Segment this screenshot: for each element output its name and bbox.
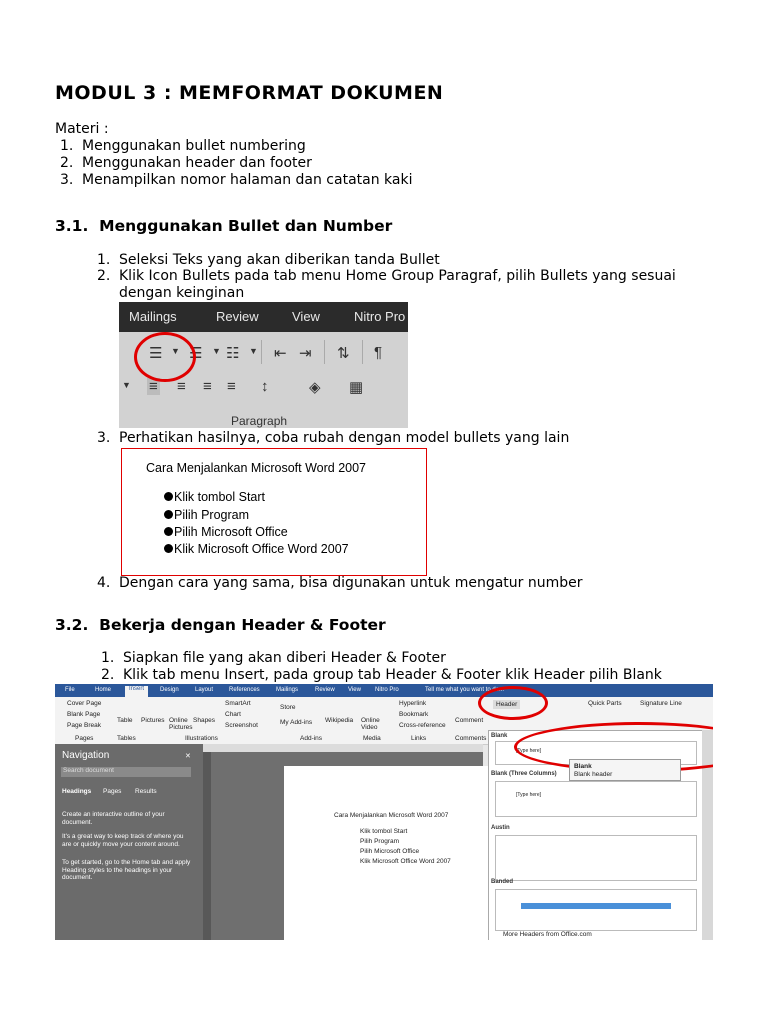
banded-bar — [521, 903, 671, 909]
header-button[interactable]: Header — [493, 700, 520, 709]
doc-item: Pilih Program — [360, 838, 400, 845]
materi-item-1: 1. Menggunakan bullet numbering — [60, 138, 306, 154]
step-2: 2. Klik Icon Bullets pada tab menu Home Group Paragraf, pilih Bullets yang sesuai — [97, 268, 676, 284]
header-blank-option[interactable]: [Type here] — [495, 741, 697, 765]
step-2-cont: dengan keinginan — [119, 285, 245, 301]
menu-nitro-pro[interactable]: Nitro Pro — [375, 687, 399, 693]
dropdown-arrow-icon[interactable]: ▼ — [122, 380, 131, 390]
pictures-button[interactable]: Pictures — [141, 717, 165, 724]
materi-item-3: 3. Menampilkan nomor halaman dan catatan kaki — [60, 172, 413, 188]
document-page[interactable] — [284, 766, 494, 940]
step-2-2: 2. Klik tab menu Insert, pada group tab Header & Footer klik Header pilih Blank — [101, 667, 662, 683]
menu-review[interactable]: Review — [315, 687, 335, 693]
cross-reference-button[interactable]: Cross-reference — [399, 722, 446, 729]
align-center-icon[interactable]: ≡ — [177, 378, 186, 395]
doc-item: Pilih Microsoft Office — [360, 848, 420, 855]
nav-search-input[interactable]: Search document — [61, 767, 191, 777]
menu-view[interactable]: View — [348, 687, 361, 693]
bomb-bullet-icon — [164, 544, 173, 553]
gallery-section-austin: Austin — [491, 825, 510, 831]
navigation-pane — [55, 744, 203, 940]
paragraph-ribbon-screenshot — [119, 302, 408, 428]
decrease-indent-icon[interactable]: ⇤ — [274, 345, 287, 362]
bullets-dropdown-icon[interactable]: ▼ — [171, 346, 180, 356]
borders-icon[interactable]: ▦ — [349, 379, 364, 396]
tell-me-box[interactable]: Tell me what you want to do... — [425, 687, 505, 693]
doc-item: Klik tombol Start — [360, 828, 408, 835]
menu-layout[interactable]: Layout — [195, 687, 214, 693]
example-title: Cara Menjalankan Microsoft Word 2007 — [146, 461, 367, 475]
page-break-button[interactable]: Page Break — [67, 722, 101, 729]
step-4: 4. Dengan cara yang sama, bisa digunakan untuk mengatur number — [97, 575, 583, 591]
menu-references[interactable]: References — [229, 687, 260, 693]
tab-view[interactable]: View — [292, 309, 320, 324]
signature-line-button[interactable]: Signature Line — [640, 700, 682, 707]
menu-design[interactable]: Design — [160, 687, 179, 693]
section-heading-3-1: 3.1. Menggunakan Bullet dan Number — [55, 217, 393, 235]
blank-tooltip: Blank Blank header — [569, 759, 681, 781]
numbering-dropdown-icon[interactable]: ▼ — [212, 346, 221, 356]
wikipedia-button[interactable]: Wikipedia — [325, 717, 354, 724]
group-label-illustrations: Illustrations — [185, 735, 218, 742]
example-item: Klik Microsoft Office Word 2007 — [174, 542, 349, 556]
header-three-columns-option[interactable]: [Type here] — [495, 781, 697, 817]
group-label-media: Media — [363, 735, 381, 742]
group-label-links: Links — [411, 735, 427, 742]
pilcrow-icon[interactable]: ¶ — [374, 344, 383, 361]
gallery-section-banded: Banded — [491, 879, 514, 885]
screenshot-button[interactable]: Screenshot — [225, 722, 258, 729]
nav-tab-headings[interactable]: Headings — [62, 788, 92, 795]
highlight-circle-header — [478, 686, 548, 720]
doc-title: Cara Menjalankan Microsoft Word 2007 — [334, 812, 449, 819]
align-left-icon[interactable]: ≡ — [149, 378, 158, 395]
line-spacing-icon[interactable]: ↕ — [261, 378, 269, 395]
nav-text-2: It's a great way to keep track of where you are or quickly move your content around. — [62, 833, 184, 848]
horizontal-ruler — [203, 744, 483, 752]
nav-tab-results[interactable]: Results — [135, 788, 157, 795]
shading-icon[interactable]: ◈ — [309, 379, 321, 396]
multilevel-list-icon[interactable]: ☷ — [226, 345, 240, 362]
example-item: Pilih Microsoft Office — [174, 525, 288, 539]
blank-page-button[interactable]: Blank Page — [67, 711, 101, 718]
group-label-comments: Comments — [455, 735, 487, 742]
tab-review[interactable]: Review — [216, 309, 259, 324]
increase-indent-icon[interactable]: ⇥ — [299, 345, 312, 362]
cover-page-button[interactable]: Cover Page — [67, 700, 102, 707]
section-heading-3-2: 3.2. Bekerja dengan Header & Footer — [55, 616, 386, 634]
menu-file[interactable]: File — [65, 687, 75, 693]
menu-insert[interactable]: Insert — [125, 686, 148, 697]
group-label-pages: Pages — [75, 735, 94, 742]
online-video-button[interactable]: Online Video — [361, 717, 380, 731]
bullets-example-box — [121, 448, 427, 576]
gallery-section-three-columns: Blank (Three Columns) — [491, 771, 557, 777]
align-right-icon[interactable]: ≡ — [203, 378, 212, 395]
materi-label: Materi : — [55, 121, 109, 137]
sort-icon[interactable]: ⇅ — [337, 345, 350, 362]
numbering-icon[interactable]: ☰ — [189, 345, 203, 362]
more-headers-link[interactable]: More Headers from Office.com — [503, 931, 592, 938]
my-addins-button[interactable]: My Add-ins — [280, 719, 313, 726]
table-button[interactable]: Table — [117, 717, 133, 724]
doc-item: Klik Microsoft Office Word 2007 — [360, 858, 451, 865]
bullets-icon[interactable]: ☰ — [149, 345, 163, 362]
nav-text-1: Create an interactive outline of your document. — [62, 811, 165, 826]
header-banded-option[interactable] — [495, 889, 697, 931]
example-item: Pilih Program — [174, 508, 249, 522]
word-menu-bar — [55, 684, 713, 697]
gallery-section-blank: Blank — [491, 733, 508, 739]
step-1: 1. Seleksi Teks yang akan diberikan tanda Bullet — [97, 252, 440, 268]
navigation-title: Navigation — [62, 750, 110, 761]
step-3: 3. Perhatikan hasilnya, coba rubah dengan model bullets yang lain — [97, 430, 570, 446]
multilevel-dropdown-icon[interactable]: ▼ — [249, 346, 258, 356]
nav-text-3: To get started, go to the Home tab and apply Heading styles to the headings in your document. — [62, 859, 191, 881]
menu-mailings[interactable]: Mailings — [276, 687, 299, 693]
ribbon-tabs — [119, 302, 408, 332]
smartart-button[interactable]: SmartArt — [225, 700, 251, 707]
bomb-bullet-icon — [164, 510, 173, 519]
chart-button[interactable]: Chart — [225, 711, 241, 718]
bookmark-button[interactable]: Bookmark — [399, 711, 429, 718]
shapes-button[interactable]: Shapes — [193, 717, 216, 724]
word-header-screenshot — [55, 684, 713, 940]
step-2-1: 1. Siapkan file yang akan diberi Header & Footer — [101, 650, 446, 666]
materi-item-2: 2. Menggunakan header dan footer — [60, 155, 312, 171]
separator — [261, 340, 262, 364]
separator — [324, 340, 325, 364]
group-label-addins: Add-ins — [300, 735, 323, 742]
example-item: Klik tombol Start — [174, 490, 265, 504]
comment-button[interactable]: Comment — [455, 717, 484, 724]
header-austin-option[interactable] — [495, 835, 697, 881]
justify-icon[interactable]: ≡ — [227, 378, 236, 395]
tab-nitro-pro[interactable]: Nitro Pro — [354, 309, 406, 324]
bomb-bullet-icon — [164, 492, 173, 501]
menu-home[interactable]: Home — [95, 687, 112, 693]
bomb-bullet-icon — [164, 527, 173, 536]
header-gallery — [488, 730, 704, 940]
tab-mailings[interactable]: Mailings — [129, 309, 177, 324]
vertical-ruler — [203, 752, 211, 940]
store-button[interactable]: Store — [280, 704, 296, 711]
nav-tab-pages[interactable]: Pages — [103, 788, 122, 795]
highlight-circle — [134, 332, 196, 382]
paragraph-group-label: Paragraph — [231, 414, 288, 428]
close-icon[interactable]: ✕ — [185, 753, 191, 760]
page-title: MODUL 3 : MEMFORMAT DOKUMEN — [55, 82, 444, 104]
separator — [362, 340, 363, 364]
online-pictures-button[interactable]: Online Pictures — [169, 717, 193, 731]
group-label-tables: Tables — [117, 735, 136, 742]
hyperlink-button[interactable]: Hyperlink — [399, 700, 427, 707]
quick-parts-button[interactable]: Quick Parts — [588, 700, 622, 707]
